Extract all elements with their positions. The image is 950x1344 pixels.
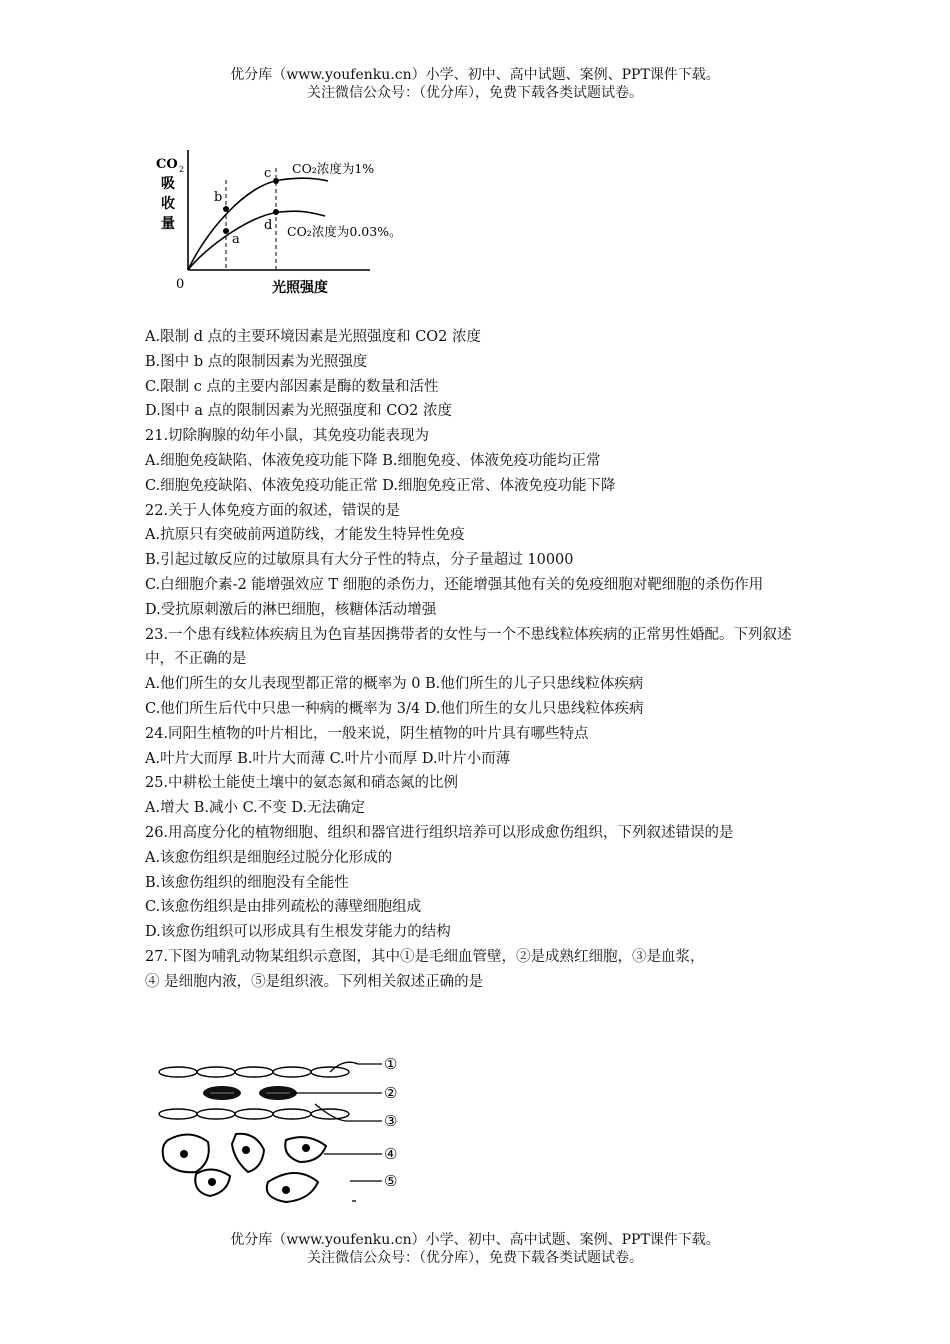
label-3: ③ — [384, 1112, 398, 1130]
graph-y-label — [156, 157, 184, 232]
q26-option-a: A.该愈伤组织是细胞经过脱分化形成的 — [145, 849, 393, 866]
point-a — [223, 228, 229, 234]
footer-line-2: 关注微信公众号：（优分库），免费下载各类试题试卷。 — [307, 1250, 643, 1266]
label-c: c — [264, 166, 272, 181]
q23-stem: 23.一个患有线粒体疾病且为色盲基因携带者的女性与一个不患线粒体疾病的正常男性婚配。下列叙述中，不正确的是 — [145, 626, 792, 668]
q24-options: A.叶片大而厚 B.叶片大而薄 C.叶片小而厚 D.叶片小而薄 — [145, 750, 511, 767]
q26-option-d: D.该愈伤组织可以形成具有生根发芽能力的结构 — [145, 924, 451, 941]
q26-stem: 26.用高度分化的植物细胞、组织和器官进行组织培养可以形成愈伤组织，下列叙述错误的是 — [145, 824, 734, 841]
q23-options-row-1: A.他们所生的女儿表现型都正常的概率为 0 B.他们所生的儿子只患线粒体疾病 — [145, 676, 644, 693]
label-d: d — [264, 218, 273, 233]
page-footer — [0, 1231, 950, 1267]
y-label-char-1: 吸 — [161, 176, 175, 192]
label-a: a — [232, 232, 240, 247]
capillary-wall-bottom — [159, 1109, 349, 1119]
q20-option-d: D.图中 a 点的限制因素为光照强度和 CO2 浓度 — [145, 403, 453, 420]
q26-option-b: B.该愈伤组织的细胞没有全能性 — [145, 874, 349, 891]
point-d — [273, 209, 279, 215]
q27-stem-line-1: 27.下图为哺乳动物某组织示意图，其中①是毛细血管壁，②是成熟红细胞，③是血浆， — [145, 948, 705, 965]
q26-option-c: C.该愈伤组织是由排列疏松的薄壁细胞组成 — [145, 899, 422, 916]
q20-option-c: C.限制 c 点的主要内部因素是酶的数量和活性 — [145, 378, 439, 395]
page-header — [0, 66, 950, 102]
q22-stem: 22.关于人体免疫方面的叙述，错误的是 — [145, 502, 401, 519]
q25-options: A.增大 B.减小 C.不变 D.无法确定 — [145, 800, 366, 817]
leader-lines — [290, 1062, 382, 1181]
q22-option-a: A.抗原只有突破前两道防线，才能发生特异性免疫 — [145, 527, 465, 544]
question-content — [145, 325, 817, 995]
q21-options-row-2: C.细胞免疫缺陷、体液免疫功能正常 D.细胞免疫正常、体液免疫功能下降 — [145, 477, 616, 494]
origin-label: 0 — [176, 277, 185, 292]
q20-option-a: A.限制 d 点的主要环境因素是光照强度和 CO2 浓度 — [145, 329, 482, 345]
co2-absorption-graph — [150, 148, 410, 308]
header-line-2: 关注微信公众号：（优分库），免费下载各类试题试卷。 — [307, 85, 643, 101]
footer-line-1: 优分库（www.youfenku.cn）小学、初中、高中试题、案例、PPT课件下载。 — [230, 1232, 720, 1248]
q22-option-d: D.受抗原刺激后的淋巴细胞，核糖体活动增强 — [145, 601, 437, 618]
q27-stem-line-2: ④ 是细胞内液，⑤是组织液。下列相关叙述正确的是 — [145, 973, 484, 990]
point-c — [273, 178, 279, 184]
tissue-diagram — [150, 1050, 420, 1210]
x-axis-label: 光照强度 — [272, 280, 328, 296]
y-label-char-2: 收 — [161, 196, 175, 212]
q25-stem: 25.中耕松土能使土壤中的氨态氮和硝态氮的比例 — [145, 775, 459, 792]
curve-high-label: CO₂浓度为1% — [292, 161, 375, 176]
q23-options-row-2: C.他们所生后代中只患一种病的概率为 3/4 D.他们所生的女儿只患线粒体疾病 — [145, 700, 644, 717]
q21-stem: 21.切除胸腺的幼年小鼠，其免疫功能表现为 — [145, 428, 430, 445]
q22-option-c: C.白细胞介素-2 能增强效应 T 细胞的杀伤力，还能增强其他有关的免疫细胞对靶细胞的杀伤作用 — [145, 576, 764, 593]
y-label-char-3: 量 — [161, 216, 175, 232]
y-label-co2: CO — [156, 157, 178, 172]
point-b — [223, 206, 229, 212]
label-b: b — [214, 190, 223, 205]
q24-stem: 24.同阳生植物的叶片相比，一般来说，阴生植物的叶片具有哪些特点 — [145, 725, 589, 742]
label-4: ④ — [384, 1145, 398, 1163]
q21-options-row-1: A.细胞免疫缺陷、体液免疫功能下降 B.细胞免疫、体液免疫功能均正常 — [145, 452, 601, 469]
tissue-cells — [163, 1134, 326, 1202]
curve-low-label: CO₂浓度为0.03%。 — [287, 224, 402, 239]
label-1: ① — [384, 1055, 398, 1073]
q20-option-b: B.图中 b 点的限制因素为光照强度 — [145, 353, 368, 370]
red-blood-cells — [203, 1086, 297, 1100]
y-label-sub: 2 — [179, 165, 185, 174]
curve-low-co2 — [188, 211, 325, 270]
q22-option-b: B.引起过敏反应的过敏原具有大分子性的特点，分子量超过 10000 — [145, 552, 574, 569]
label-5: ⑤ — [384, 1172, 398, 1190]
label-2: ② — [384, 1084, 398, 1102]
header-line-1: 优分库（www.youfenku.cn）小学、初中、高中试题、案例、PPT课件下载。 — [230, 67, 720, 83]
capillary-wall-top — [159, 1067, 349, 1077]
